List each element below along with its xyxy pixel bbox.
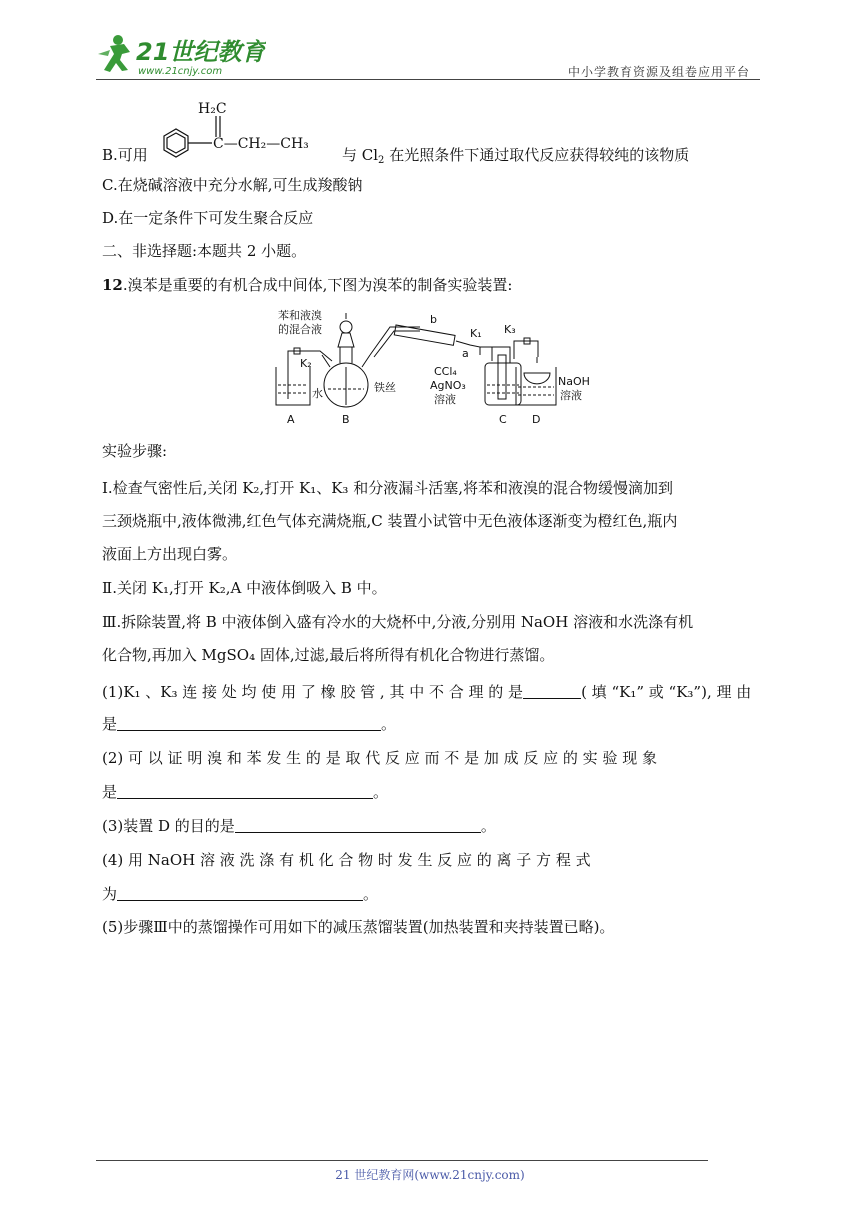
- label-c: C: [499, 413, 507, 426]
- option-b-prefix: B.可用: [102, 146, 148, 164]
- site-logo: [96, 30, 266, 80]
- footer-text: 21 世纪教育网(www.21cnjy.com): [335, 1168, 525, 1182]
- label-a: A: [287, 413, 295, 426]
- question-2-line-2: 是 。: [102, 783, 389, 801]
- agno3-label: AgNO₃: [430, 379, 466, 392]
- h2c-group: H₂C: [198, 101, 227, 117]
- footer-divider: [96, 1160, 708, 1161]
- water-label: 水: [312, 387, 323, 400]
- apparatus-figure: [270, 305, 600, 430]
- answer-blank-3[interactable]: [235, 818, 481, 833]
- step-3-line-1: Ⅲ.拆除装置,将 B 中液体倒入盛有冷水的大烧杯中,分液,分别用 NaOH 溶液和水洗涤有机: [102, 613, 694, 631]
- k1-label: K₁: [470, 327, 482, 340]
- section-title: 二、非选择题:本题共 2 小题。: [102, 242, 307, 260]
- iron-label: 铁丝: [374, 381, 396, 394]
- answer-blank-4[interactable]: [117, 886, 363, 901]
- naoh-label: NaOH: [558, 375, 590, 388]
- mix-label-1: 苯和液溴: [278, 309, 322, 322]
- option-b-suffix: 与 $Cl_2$ 在光照条件下通过取代反应获得较纯的该物质: [342, 146, 690, 166]
- header-divider: [96, 79, 760, 80]
- option-c: C.在烧碱溶液中充分水解,可生成羧酸钠: [102, 176, 363, 194]
- step-2: Ⅱ.关闭 K₁,打开 K₂,A 中液体倒吸入 B 中。: [102, 579, 387, 597]
- question-4-line-1: (4) 用 NaOH 溶 液 洗 涤 有 机 化 合 物 时 发 生 反 应 的 离 子 方 程 式: [102, 851, 591, 869]
- propenylbenzene-structure: [150, 96, 340, 170]
- step-1-line-2: 三颈烧瓶中,液体微沸,红色气体充满烧瓶,C 装置小试管中无色液体逐渐变为橙红色,瓶内: [102, 512, 678, 530]
- k3-label: K₃: [504, 323, 516, 336]
- question-1-line-1: (1)K₁ 、K₃ 连 接 处 均 使 用 了 橡 胶 管 , 其 中 不 合 理 的 是 ( 填 “K₁” 或 “K₃”), 理 由: [102, 683, 752, 701]
- answer-blank-1a[interactable]: [523, 684, 581, 699]
- logo-text: 21世纪教育: [136, 38, 266, 66]
- naoh-solution-label: 溶液: [560, 389, 582, 402]
- platform-name: 中小学教育资源及组卷应用平台: [568, 65, 751, 79]
- label-d: D: [532, 413, 541, 426]
- question-3: (3)装置 D 的目的是 。: [102, 817, 496, 835]
- question-4-line-2: 为 。: [102, 885, 379, 903]
- answer-blank-2[interactable]: [117, 784, 373, 799]
- k2-label: K₂: [300, 357, 312, 370]
- question-5: (5)步骤Ⅲ中的蒸馏操作可用如下的减压蒸馏装置(加热装置和夹持装置已略)。: [102, 918, 615, 936]
- step-1-line-1: Ⅰ.检查气密性后,关闭 K₂,打开 K₁、K₃ 和分液漏斗活塞,将苯和液溴的混合物缓慢滴加到: [102, 479, 673, 497]
- ccl4-label: CCl₄: [434, 365, 457, 378]
- question-2-line-1: (2) 可 以 证 明 溴 和 苯 发 生 的 是 取 代 反 应 而 不 是 加 成 反 应 的 实 验 现 象: [102, 749, 657, 767]
- answer-blank-1b[interactable]: [117, 716, 381, 731]
- agno3-solution-label: 溶液: [434, 393, 456, 406]
- label-b: B: [342, 413, 350, 426]
- step-1-line-3: 液面上方出现白雾。: [102, 545, 238, 563]
- question-12-stem: 12.溴苯是重要的有机合成中间体,下图为溴苯的制备实验装置:: [102, 276, 513, 294]
- mix-label-2: 的混合液: [278, 323, 322, 336]
- step-3-line-2: 化合物,再加入 MgSO₄ 固体,过滤,最后将所得有机化合物进行蒸馏。: [102, 646, 555, 664]
- side-chain: C—CH₂—CH₃: [213, 136, 309, 152]
- steps-title: 实验步骤:: [102, 442, 168, 460]
- question-1-line-2: 是 。: [102, 715, 397, 733]
- a-label: a: [462, 347, 469, 360]
- option-d: D.在一定条件下可发生聚合反应: [102, 209, 314, 227]
- b-condenser-label: b: [430, 313, 437, 326]
- logo-url: www.21cnjy.com: [138, 66, 223, 77]
